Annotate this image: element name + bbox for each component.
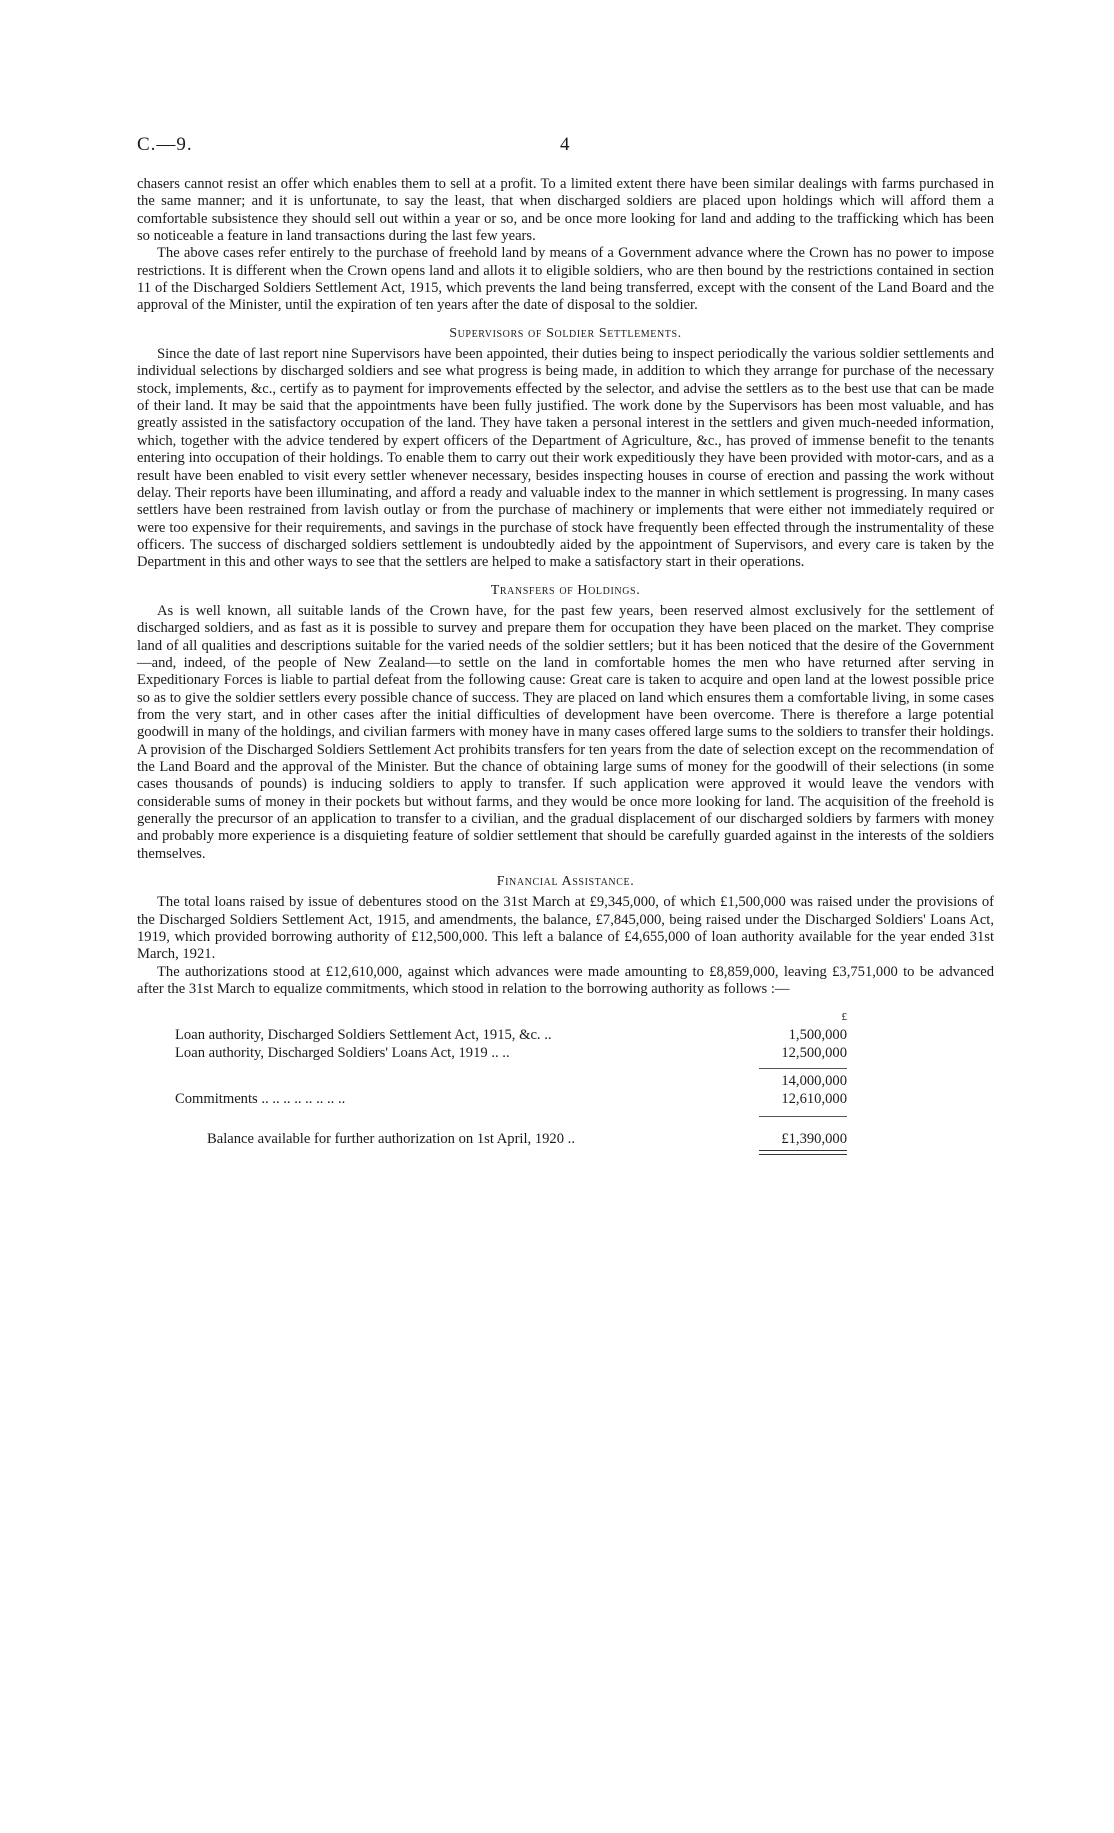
continued-paragraph: chasers cannot resist an offer which enables them to sell at a profit. To a limited extent there have been similar dealings with farms purchased in the same manner; and it is unfortunate, to say the least, that when discharged soldiers are placed upon holdings which will afford them a comfortable subsistence they should sell out within a year or so, and be once more looking for land and adding to the trafficking which has been so noticeable a feature in land transactions during the last few years. [137, 176, 994, 245]
currency-header-row [175, 1010, 847, 1026]
paragraph: As is well known, all suitable lands of the Crown have, for the past few years, been reserved almost exclusively for the settlement of discharged soldiers, and as fast as it is possible to survey and prepare them for occupation they have been placed on the market. They comprise land of all qualities and descriptions suitable for the varied needs of the soldier settlers; but it has been noticed that the desire of the Government—and, indeed, of the people of New Zealand—to settle on the land in comfortable homes the men who have returned after serving in Expeditionary Forces is liable to partial defeat from the following cause: Great care is taken to acquire and open land at the lowest possible price so as to give the soldier settlers every possible chance of success. They are placed on land which ensures them a comfortable living, in some cases from the very start, and in other cases after the initial difficulties of development have been overcome. There is therefore a large potential goodwill in many of the holdings, and civilian farmers with money have in many cases offered large sums to the soldiers to transfer their holdings. A provision of the Discharged Soldiers Settlement Act prohibits transfers for ten years from the date of selection except on the recommendation of the Land Board and the approval of the Minister. But the chance of obtaining large sums of money for the goodwill of their selections (in some cases thousands of pounds) is inducing soldiers to apply to transfer. If such application were approved it would leave the vendors with considerable sums of money in their pockets but without farms, and they would be once more looking for land. The acquisition of the freehold is generally the precursor of an application to transfer to a civilian, and the gradual displacement of our discharged soldiers by farmers with money and probably more experience is a disquieting feature of soldier settlement that should be carefully guarded against in the interests of the soldiers themselves. [137, 602, 994, 862]
commitments-row [175, 1090, 847, 1108]
dot-leader: .. .. .. .. .. .. .. .. [257, 1091, 346, 1108]
paragraph: The authorizations stood at £12,610,000, against which advances were made amounting to £8,859,000, leaving £3,751,000 to be advanced after the 31st March to equalize commitments, which stood in relation to the borrowing authority as follows :— [137, 963, 994, 998]
dot-leader: .. .. [487, 1045, 510, 1062]
balance-row [175, 1130, 847, 1148]
currency-symbol: £ [841, 1011, 847, 1024]
dot-leader: .. [564, 1131, 575, 1148]
subtotal-amount: 14,000,000 [781, 1073, 847, 1090]
loan-authority-table [175, 1010, 847, 1148]
dot-leader: .. [540, 1027, 552, 1044]
body-text [137, 176, 994, 1148]
table-row [175, 1044, 847, 1062]
section-heading-supervisors: Supervisors of Soldier Settlements. [449, 325, 682, 341]
page-number: 4 [560, 134, 570, 155]
table-row [175, 1026, 847, 1044]
subtotal-rule [759, 1068, 847, 1069]
document-reference: C.—9. [137, 134, 193, 155]
commitments-label: Commitments [175, 1091, 258, 1108]
row-label: Loan authority, Discharged Soldiers Settlement Act, 1915, &c. [175, 1027, 541, 1044]
row-amount: 12,500,000 [781, 1045, 847, 1062]
row-label: Loan authority, Discharged Soldiers' Loans Act, 1919 [175, 1045, 488, 1062]
balance-rule [759, 1116, 847, 1117]
paragraph: Since the date of last report nine Supervisors have been appointed, their duties being to inspect periodically the various soldier settlements and individual selections by discharged soldiers and see what progress is being made, in addition to which they arrange for purchase of the necessary stock, implements, &c., certify as to payment for improvements effected by the selector, and advise the settlers as to the best use that can be made of their land. It may be said that the appointments have been fully justified. The work done by the Supervisors has been most valuable, and has greatly assisted in the satisfactory occupation of the land. They have taken a personal interest in the settlers and given much-needed information, which, together with the advice tendered by expert officers of the Department of Agriculture, &c., has proved of immense benefit to the tenants entering into occupation of their holdings. To enable them to carry out their work expeditiously they have been provided with motor-cars, and as a result have been enabled to visit every settler whenever necessary, besides inspecting houses in course of erection and passing the work without delay. Their reports have been illuminating, and afford a ready and valuable index to the manner in which settlement is progressing. In many cases settlers have been restrained from lavish outlay or from the purchase of machinery or implements that were either not immediately required or were too expensive for their requirements, and savings in the purchase of stock have frequently been effected through the instrumentality of these officers. The success of discharged soldiers settlement is undoubtedly aided by the appointment of Supervisors, and every care is taken by the Department in this and other ways to see that the settlers are helped to make a satisfactory start in their operations. [137, 346, 994, 571]
commitments-amount: 12,610,000 [781, 1091, 847, 1108]
row-amount: 1,500,000 [788, 1027, 847, 1044]
section-heading-transfers: Transfers of Holdings. [490, 582, 641, 598]
running-head [137, 134, 994, 164]
paragraph: The above cases refer entirely to the purchase of freehold land by means of a Government advance where the Crown has no power to impose restrictions. It is different when the Crown opens land and allots it to eligible soldiers, who are then bound by the restrictions contained in section 11 of the Discharged Soldiers Settlement Act, 1915, which prevents the land being transferred, except with the consent of the Land Board and the approval of the Minister, until the expiration of ten years after the date of disposal to the soldier. [137, 245, 994, 314]
subtotal-row [175, 1072, 847, 1090]
balance-label: Balance available for further authorization on 1st April, 1920 [207, 1131, 565, 1148]
section-heading-financial: Financial Assistance. [496, 874, 635, 890]
double-underline [759, 1150, 847, 1155]
paragraph: The total loans raised by issue of debentures stood on the 31st March at £9,345,000, of which £1,500,000 was raised under the provisions of the Discharged Soldiers Settlement Act, 1915, and amendments, the balance, £7,845,000, being raised under the Discharged Soldiers' Loans Act, 1919, which provided borrowing authority of £12,500,000. This left a balance of £4,655,000 of loan authority available for the year ended 31st March, 1921. [137, 894, 994, 963]
balance-amount: £1,390,000 [781, 1131, 847, 1148]
